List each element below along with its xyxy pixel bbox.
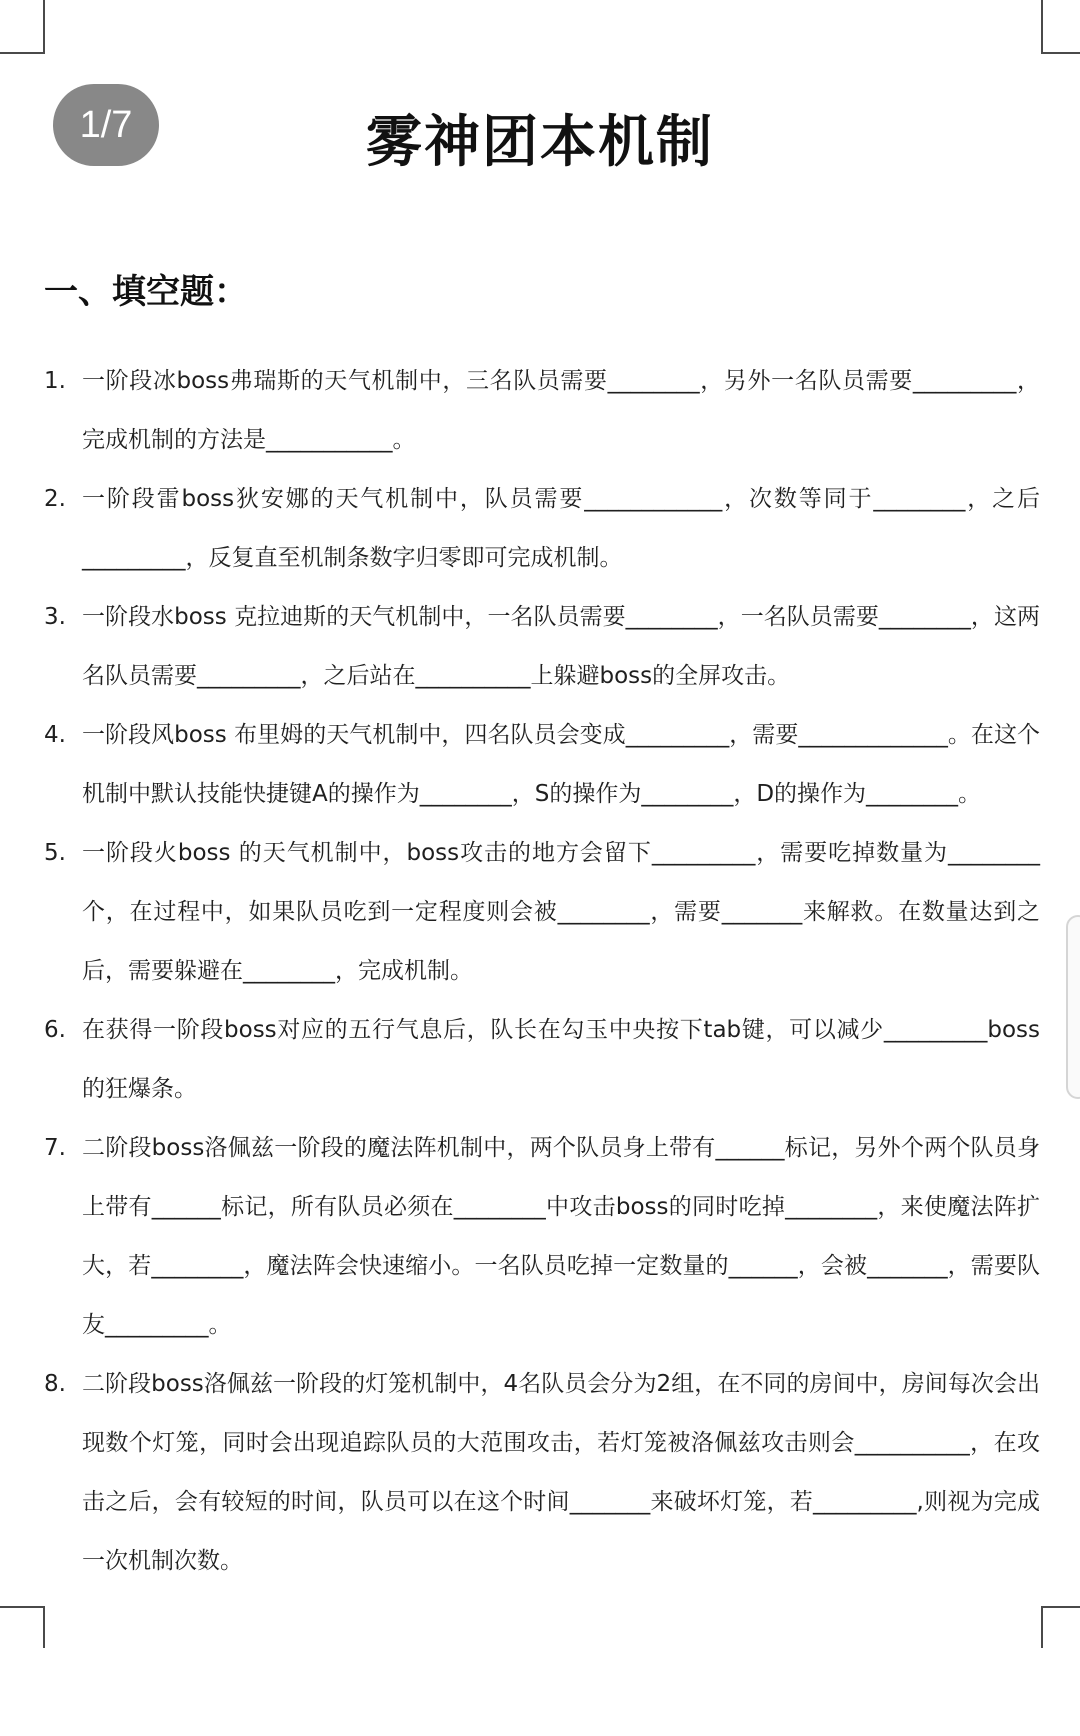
question-number: 7. [44, 1135, 66, 1161]
crop-mark-top-right [1041, 0, 1043, 54]
question-text: 在获得一阶段boss对应的五行气息后，队长在勾玉中央按下tab键，可以减少_________boss的狂爆条。 [82, 1017, 1040, 1102]
question-item [44, 1355, 1040, 1591]
side-scroll-handle[interactable] [1066, 915, 1080, 1099]
question-number: 1. [44, 368, 66, 394]
question-text: 一阶段雷boss狄安娜的天气机制中，队员需要____________，次数等同于________，之后_________，反复直至机制条数字归零即可完成机制。 [82, 486, 1040, 571]
crop-mark-bottom-left [0, 1606, 44, 1608]
question-text: 一阶段风boss 布里姆的天气机制中，四名队员会变成_________，需要_____________。在这个机制中默认技能快捷键A的操作为________，S的操作为________，D的操作为________。 [82, 722, 1040, 807]
question-item [44, 824, 1040, 1001]
question-item [44, 352, 1040, 470]
crop-mark-bottom-right [1041, 1606, 1080, 1608]
crop-mark-top-left [43, 0, 45, 54]
crop-mark-top-right [1041, 52, 1080, 54]
question-number: 5. [44, 840, 66, 866]
page-indicator: 1/7 [53, 84, 159, 166]
question-number: 8. [44, 1371, 66, 1397]
question-number: 2. [44, 486, 66, 512]
question-item [44, 470, 1040, 588]
question-text: 二阶段boss洛佩兹一阶段的魔法阵机制中，两个队员身上带有______标记，另外个两个队员身上带有______标记，所有队员必须在________中攻击boss的同时吃掉________，来使魔法阵扩大，若________，魔法阵会快速缩小。一名队员吃掉一定数量的______，会被_______，需要队友_________。 [82, 1135, 1040, 1338]
question-number: 3. [44, 604, 66, 630]
question-text: 一阶段冰boss弗瑞斯的天气机制中，三名队员需要________，另外一名队员需要_________，完成机制的方法是___________。 [82, 368, 1040, 453]
question-number: 6. [44, 1017, 66, 1043]
question-list [44, 352, 1040, 1591]
question-item [44, 588, 1040, 706]
question-item [44, 706, 1040, 824]
question-item [44, 1119, 1040, 1355]
crop-mark-bottom-left [43, 1606, 45, 1648]
question-text: 二阶段boss洛佩兹一阶段的灯笼机制中，4名队员会分为2组，在不同的房间中，房间每次会出现数个灯笼，同时会出现追踪队员的大范围攻击，若灯笼被洛佩兹攻击则会__________，在攻击之后，会有较短的时间，队员可以在这个时间_______来破坏灯笼，若_________,则视为完成一次机制次数。 [82, 1371, 1040, 1574]
question-text: 一阶段水boss 克拉迪斯的天气机制中，一名队员需要________，一名队员需要________，这两名队员需要_________，之后站在__________上躲避boss的全屏攻击。 [82, 604, 1040, 689]
question-text: 一阶段火boss 的天气机制中，boss攻击的地方会留下_________，需要吃掉数量为________个，在过程中，如果队员吃到一定程度则会被________，需要_______来解救。在数量达到之后，需要躲避在________，完成机制。 [82, 840, 1040, 984]
crop-mark-top-left [0, 52, 44, 54]
crop-mark-bottom-right [1041, 1606, 1043, 1648]
question-item [44, 1001, 1040, 1119]
question-number: 4. [44, 722, 66, 748]
document-title: 雾神团本机制 [366, 110, 714, 175]
section-heading: 一、填空题： [44, 272, 248, 312]
